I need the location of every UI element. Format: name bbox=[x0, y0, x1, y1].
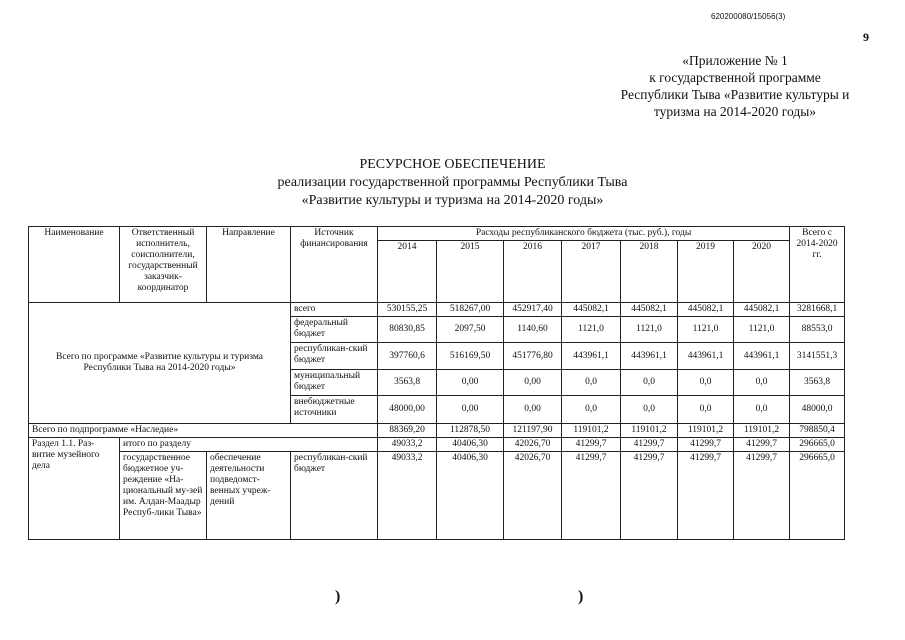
value-cell: 48000,00 bbox=[378, 396, 437, 424]
value-cell: 41299,7 bbox=[621, 452, 678, 540]
value-cell: 1121,0 bbox=[678, 317, 734, 343]
total-cell: 3281668,1 bbox=[790, 303, 845, 317]
value-cell: 445082,1 bbox=[562, 303, 621, 317]
value-cell: 1140,60 bbox=[504, 317, 562, 343]
value-cell: 41299,7 bbox=[678, 438, 734, 452]
value-cell: 443961,1 bbox=[734, 343, 790, 370]
value-cell: 1121,0 bbox=[734, 317, 790, 343]
value-cell: 443961,1 bbox=[678, 343, 734, 370]
value-cell: 0,0 bbox=[621, 396, 678, 424]
appendix-note bbox=[590, 52, 880, 120]
value-cell: 1121,0 bbox=[621, 317, 678, 343]
header-name: Наименование bbox=[29, 227, 120, 303]
subprogram-label: Всего по подпрограмме «Наследие» bbox=[29, 424, 378, 438]
value-cell: 0,00 bbox=[504, 396, 562, 424]
value-cell: 1121,0 bbox=[562, 317, 621, 343]
value-cell: 530155,25 bbox=[378, 303, 437, 317]
heading-line-3: «Развитие культуры и туризма на 2014-2020 годы» bbox=[301, 193, 604, 208]
header-source: Источник финансирования bbox=[291, 227, 378, 303]
value-cell: 121197,90 bbox=[504, 424, 562, 438]
value-cell: 0,00 bbox=[437, 396, 504, 424]
total-cell: 48000,0 bbox=[790, 396, 845, 424]
value-cell: 112878,50 bbox=[437, 424, 504, 438]
responsible-cell: государственное бюджетное уч-реждение «На-циональный му-зей им. Алдан-Маадыр Респуб-лики Тыва» bbox=[120, 452, 207, 540]
value-cell: 516169,50 bbox=[437, 343, 504, 370]
value-cell: 0,00 bbox=[504, 370, 562, 396]
source-cell: внебюджетные источники bbox=[291, 396, 378, 424]
value-cell: 41299,7 bbox=[562, 438, 621, 452]
appendix-line-4: туризма на 2014-2020 годы» bbox=[653, 104, 817, 119]
value-cell: 3563,8 bbox=[378, 370, 437, 396]
value-cell: 0,0 bbox=[621, 370, 678, 396]
header-year: 2018 bbox=[621, 241, 678, 303]
header-year: 2015 bbox=[437, 241, 504, 303]
program-label: Всего по программе «Развитие культуры и туризма Республики Тыва на 2014-2020 годы» bbox=[29, 303, 291, 424]
value-cell: 49033,2 bbox=[378, 438, 437, 452]
scan-mark: ) bbox=[578, 588, 584, 605]
value-cell: 2097,50 bbox=[437, 317, 504, 343]
value-cell: 41299,7 bbox=[621, 438, 678, 452]
value-cell: 119101,2 bbox=[562, 424, 621, 438]
value-cell: 80830,85 bbox=[378, 317, 437, 343]
total-cell: 296665,0 bbox=[790, 438, 845, 452]
value-cell: 0,00 bbox=[437, 370, 504, 396]
appendix-line-2: к государственной программе bbox=[649, 70, 821, 85]
heading-line-2: реализации государственной программы Республики Тыва bbox=[277, 175, 628, 190]
value-cell: 397760,6 bbox=[378, 343, 437, 370]
value-cell: 518267,00 bbox=[437, 303, 504, 317]
direction-cell: обеспечение деятельности подведомст-венных учреж-дений bbox=[207, 452, 291, 540]
value-cell: 0,0 bbox=[562, 396, 621, 424]
subprogram-row bbox=[29, 424, 845, 438]
value-cell: 0,0 bbox=[678, 396, 734, 424]
total-cell: 3563,8 bbox=[790, 370, 845, 396]
header-year: 2014 bbox=[378, 241, 437, 303]
section-subtotal-row bbox=[29, 438, 845, 452]
value-cell: 41299,7 bbox=[678, 452, 734, 540]
value-cell: 443961,1 bbox=[621, 343, 678, 370]
value-cell: 41299,7 bbox=[562, 452, 621, 540]
total-cell: 798850,4 bbox=[790, 424, 845, 438]
header-year: 2019 bbox=[678, 241, 734, 303]
value-cell: 41299,7 bbox=[734, 438, 790, 452]
value-cell: 41299,7 bbox=[734, 452, 790, 540]
page-number: 9 bbox=[863, 30, 869, 44]
value-cell: 443961,1 bbox=[562, 343, 621, 370]
header-year: 2016 bbox=[504, 241, 562, 303]
value-cell: 445082,1 bbox=[734, 303, 790, 317]
appendix-line-1: «Приложение № 1 bbox=[682, 53, 788, 68]
source-cell: федеральный бюджет bbox=[291, 317, 378, 343]
value-cell: 0,0 bbox=[734, 370, 790, 396]
value-cell: 445082,1 bbox=[678, 303, 734, 317]
section-label: Раздел 1.1. Раз-витие музейного дела bbox=[29, 438, 120, 540]
scan-mark: ) bbox=[335, 588, 341, 605]
value-cell: 40406,30 bbox=[437, 452, 504, 540]
value-cell: 452917,40 bbox=[504, 303, 562, 317]
value-cell: 119101,2 bbox=[734, 424, 790, 438]
section-subtotal-label: итого по разделу bbox=[120, 438, 378, 452]
appendix-line-3: Республики Тыва «Развитие культуры и bbox=[620, 87, 850, 102]
header-responsible: Ответственный исполнитель, соисполнители, государственный заказчик-координатор bbox=[120, 227, 207, 303]
section-detail-row bbox=[29, 452, 845, 540]
source-cell: муниципальный бюджет bbox=[291, 370, 378, 396]
value-cell: 451776,80 bbox=[504, 343, 562, 370]
value-cell: 0,0 bbox=[734, 396, 790, 424]
header-year: 2017 bbox=[562, 241, 621, 303]
value-cell: 119101,2 bbox=[678, 424, 734, 438]
value-cell: 42026,70 bbox=[504, 452, 562, 540]
value-cell: 0,0 bbox=[562, 370, 621, 396]
document-heading bbox=[0, 156, 905, 210]
resource-table bbox=[28, 226, 845, 540]
source-cell: республикан-ский бюджет bbox=[291, 343, 378, 370]
value-cell: 119101,2 bbox=[621, 424, 678, 438]
total-cell: 88553,0 bbox=[790, 317, 845, 343]
value-cell: 445082,1 bbox=[621, 303, 678, 317]
value-cell: 40406,30 bbox=[437, 438, 504, 452]
document-id: 620200080/15056(3) bbox=[711, 12, 786, 21]
value-cell: 42026,70 bbox=[504, 438, 562, 452]
value-cell: 88369,20 bbox=[378, 424, 437, 438]
total-cell: 296665,0 bbox=[790, 452, 845, 540]
value-cell: 49033,2 bbox=[378, 452, 437, 540]
heading-title: РЕСУРСНОЕ ОБЕСПЕЧЕНИЕ bbox=[359, 157, 546, 172]
header-year: 2020 bbox=[734, 241, 790, 303]
total-cell: 3141551,3 bbox=[790, 343, 845, 370]
value-cell: 0,0 bbox=[678, 370, 734, 396]
table-row bbox=[29, 303, 845, 317]
source-cell: всего bbox=[291, 303, 378, 317]
header-expenses: Расходы республиканского бюджета (тыс. руб.), годы bbox=[378, 227, 790, 241]
header-direction: Направление bbox=[207, 227, 291, 303]
source-cell: республикан-ский бюджет bbox=[291, 452, 378, 540]
header-total: Всего с 2014-2020 гг. bbox=[790, 227, 845, 303]
